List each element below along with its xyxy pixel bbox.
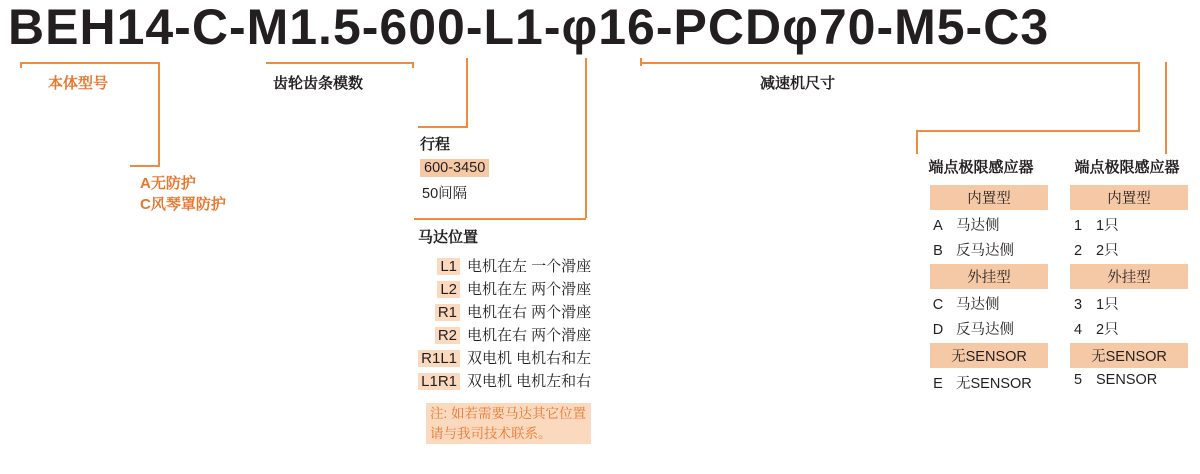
label-reducer-size: 减速机尺寸 — [760, 75, 836, 92]
motor-position-row — [418, 255, 591, 276]
sensor-row — [930, 372, 1048, 393]
motor-position-desc: 电机在右 两个滑座 — [467, 327, 592, 344]
sensor-desc: 马达侧 — [956, 297, 1000, 313]
sensor-code: 5 — [1073, 372, 1083, 388]
motor-position-row — [418, 301, 591, 322]
motor-position-code — [418, 373, 460, 390]
sensor-group-header: 外挂型 — [930, 264, 1048, 289]
motor-position-code-text: R1L1 — [418, 350, 460, 367]
motor-position-row — [418, 278, 591, 299]
product-code: BEH14-C-M1.5-600-L1-φ16-PCDφ70-M5-C3 — [8, 0, 1050, 55]
sensor-group-header: 无SENSOR — [930, 343, 1048, 368]
sensor-desc: 2只 — [1096, 243, 1119, 259]
leader-sensor-left-stem — [916, 130, 918, 154]
sensor-row — [930, 214, 1048, 235]
sensor-desc: 反马达侧 — [956, 243, 1014, 259]
stroke-block — [420, 133, 489, 203]
sensor-desc: 马达侧 — [956, 218, 1000, 234]
sensor-code: D — [932, 322, 944, 338]
sensor-code: 4 — [1073, 322, 1083, 338]
sensor-left-title: 端点极限感应器 — [928, 159, 1034, 176]
motor-position-code — [418, 258, 460, 275]
sensor-code: A — [933, 218, 943, 234]
motor-position-code — [418, 327, 460, 344]
sensor-desc: 2只 — [1096, 322, 1119, 338]
leader-reducer — [640, 62, 1140, 64]
motor-position-row — [418, 370, 591, 391]
motor-position-table — [418, 255, 591, 391]
sensor-row — [1070, 239, 1192, 260]
sensor-code: C — [932, 297, 944, 313]
motor-position-desc: 电机在左 一个滑座 — [467, 258, 592, 275]
sensor-desc: 1只 — [1096, 218, 1119, 234]
motor-position-code — [418, 304, 460, 321]
motor-position-code — [418, 281, 460, 298]
leader-body-model-tick-left — [20, 62, 22, 68]
sensor-row — [1070, 372, 1192, 388]
sensor-group-header: 外挂型 — [1070, 264, 1188, 289]
sensor-left-block — [916, 156, 1048, 397]
motor-position-title: 马达位置 — [418, 229, 479, 246]
leader-body-model-foot — [130, 165, 160, 167]
leader-sensor-left-drop — [1138, 62, 1140, 130]
stroke-range: 600-3450 — [420, 159, 489, 177]
sensor-row — [1070, 214, 1192, 235]
sensor-code: 2 — [1073, 243, 1083, 259]
motor-note-line2: 请与我司技术联系。 — [430, 425, 552, 441]
motor-note — [426, 403, 591, 444]
sensor-desc: 反马达侧 — [956, 322, 1014, 338]
stroke-title: 行程 — [420, 136, 451, 153]
motor-position-code-text: L1 — [437, 258, 460, 275]
leader-reducer-tick-left — [640, 58, 642, 66]
sensor-code: E — [933, 376, 943, 392]
leader-motor-foot — [414, 218, 586, 220]
leader-stroke-foot — [418, 126, 468, 128]
sensor-row — [1070, 318, 1192, 339]
leader-stroke-drop — [466, 58, 468, 126]
sensor-code: B — [933, 243, 943, 259]
motor-position-code — [418, 350, 460, 367]
sensor-group-header: 内置型 — [930, 185, 1048, 210]
leader-module-tick — [412, 62, 414, 68]
leader-sensor-left-foot — [916, 130, 1140, 132]
sensor-row — [930, 293, 1048, 314]
leader-module — [266, 62, 414, 64]
motor-position-code-text: R2 — [435, 327, 460, 344]
sensor-desc: 无SENSOR — [956, 376, 1032, 392]
motor-position-desc: 电机在左 两个滑座 — [467, 281, 592, 298]
motor-position-desc: 电机在右 两个滑座 — [467, 304, 592, 321]
sensor-right-title: 端点极限感应器 — [1074, 159, 1180, 176]
sensor-row — [930, 239, 1048, 260]
sensor-code: 1 — [1073, 218, 1083, 234]
leader-body-model-drop — [158, 62, 160, 165]
label-protection-a: A无防护 — [140, 175, 196, 192]
stroke-step: 50间隔 — [422, 186, 468, 202]
label-gear-rack-module: 齿轮齿条模数 — [273, 75, 364, 92]
motor-position-block — [418, 226, 591, 444]
label-protection-c: C风琴罩防护 — [140, 196, 226, 213]
sensor-desc: SENSOR — [1096, 372, 1158, 388]
leader-body-model — [20, 62, 160, 64]
leader-sensor-right-drop — [1165, 62, 1167, 154]
motor-position-row — [418, 347, 591, 368]
label-body-model: 本体型号 — [48, 75, 109, 92]
motor-position-code-text: L2 — [437, 281, 460, 298]
motor-position-desc: 双电机 电机左和右 — [467, 373, 592, 390]
sensor-group-header: 内置型 — [1070, 185, 1188, 210]
motor-position-desc: 双电机 电机右和左 — [467, 350, 592, 367]
sensor-row — [930, 318, 1048, 339]
sensor-right-block — [1062, 156, 1192, 392]
sensor-row — [1070, 293, 1192, 314]
motor-position-row — [418, 324, 591, 345]
motor-position-code-text: L1R1 — [418, 373, 460, 390]
sensor-group-header: 无SENSOR — [1070, 343, 1188, 368]
leader-motor-drop — [585, 58, 587, 218]
sensor-desc: 1只 — [1096, 297, 1119, 313]
motor-note-line1: 注: 如若需要马达其它位置 — [430, 406, 587, 421]
sensor-code: 3 — [1073, 297, 1083, 313]
motor-position-code-text: R1 — [435, 304, 460, 321]
